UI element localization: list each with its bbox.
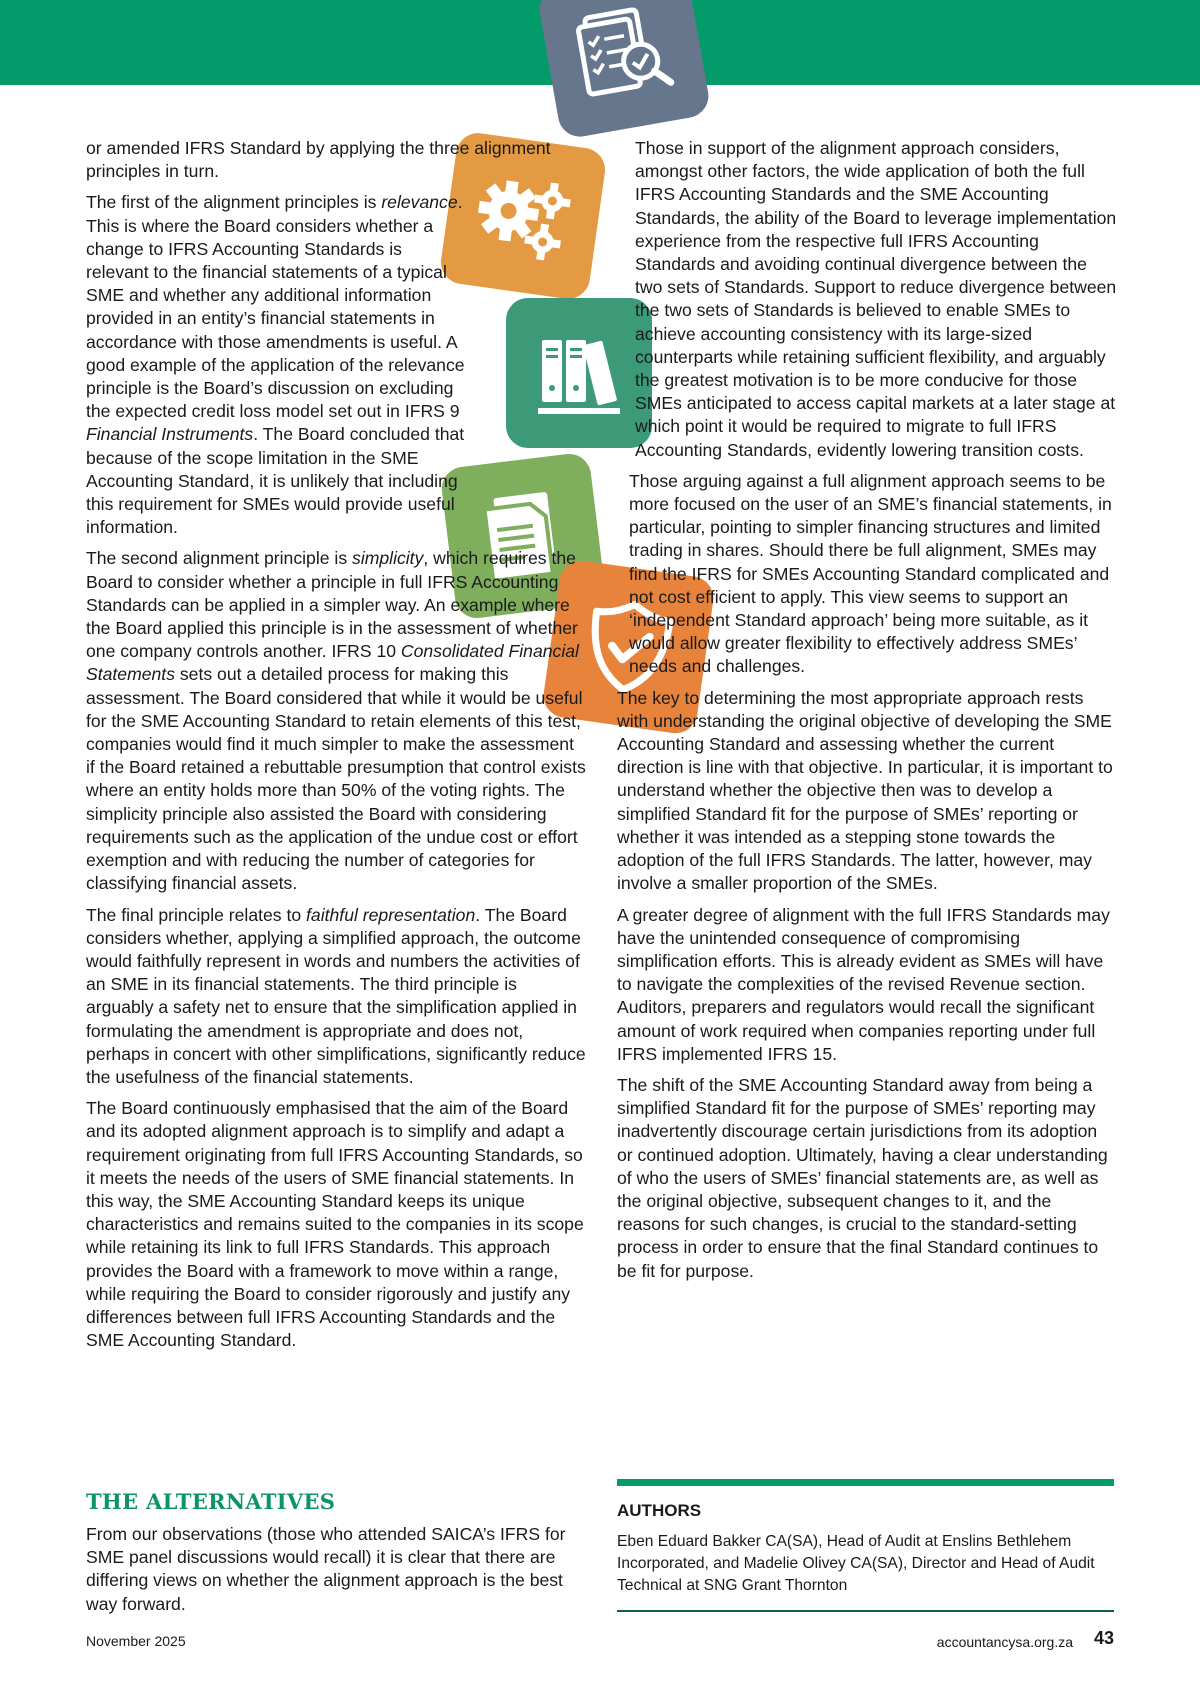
alternatives-paragraph: From our observations (those who attended SAICA’s IFRS for SME panel discussions would recall) it is clear that there are differing views on whether the alignment approach is the best way forward. bbox=[86, 1524, 566, 1614]
paragraph: The shift of the SME Accounting Standard away from being a simplified Standard fit for the purpose of SMEs’ reporting may inadvertently discourage certain jurisdictions from its adoption or continued adoption. Ultimately, having a clear understanding of who the users of SMEs’ financial statements are, as well as the original objective, subsequent changes to it, and the reasons for such changes, is crucial to the standard-setting process in order to ensure that the final Standard continues to be fit for purpose. bbox=[617, 1074, 1108, 1281]
faithful-representation-paragraph: The final principle relates to faithful representation. The Board considers whether, applying a simplified approach, the outcome would faithfully represent in words and numbers the activities of an SME in its financial statements. The third principle is arguably a safety net to ensure that the simplification applied in formulating the amendment is appropriate and does not, perhaps in concert with other simplifications, significantly reduce the usefulness of the financial statements. bbox=[86, 904, 586, 1087]
simplicity-paragraph: The second alignment principle is simplicity, which requires the Board to consider whether a principle in full IFRS Accounting Standards can be applied in a simpler way. An example where the Board applied this principle is in the assessment of whether one company controls another. IFRS 10 Consolidated Financial Statements sets out a detailed process for making this assessment. The Board considered that while it would be useful for the SME Accounting Standard to retain elements of this test, companies would find it much simpler to make the assessment if the Board retained a rebuttable presumption that control exists where an entity holds more than 50% of the voting rights. The simplicity principle also assisted the Board with considering requirements such as the application of the undue cost or effort exemption and with reducing the number of categories for classifying financial assets. bbox=[86, 548, 586, 894]
paragraph: Those arguing against a full alignment approach seems to be more focused on the user of an SME’s financial statements, in particular, pointing to simpler financing structures and limited trading in shares. Should there be full alignment, SMEs may find the IFRS for SMEs Accounting Standard complicated and not cost efficient to apply. This view seems to support an ‘independent Standard approach’ being more suitable, as it would allow greater flexibility to effectively address SMEs’ needs and challenges. bbox=[629, 470, 1112, 677]
paragraph: The key to determining the most appropriate approach rests with understanding the original objective of developing the SME Accounting Standard and assessing whether the current direction is line with that objective. In particular, it is important to understand whether the objective then was to develop a simplified Standard fit for the purpose of SMEs’ reporting or whether it was intended as a stepping stone towards the adoption of the full IFRS Standards. The latter, however, may involve a smaller proportion of the SMEs. bbox=[617, 687, 1113, 894]
paragraph: A greater degree of alignment with the full IFRS Standards may have the unintended consequence of compromising simplification efforts. This is already evident as SMEs will have to navigate the complexities of the revised Revenue section. Auditors, preparers and regulators would recall the significant amount of work required when companies reporting under full IFRS implemented IFRS 15. bbox=[617, 904, 1110, 1064]
authors-heading: AUTHORS bbox=[617, 1501, 702, 1520]
divider bbox=[617, 1479, 1114, 1486]
paragraph: Those in support of the alignment approach considers, amongst other factors, the wide application of both the full IFRS Accounting Standards and the SME Accounting Standards, the ability of the Board to leverage implementation experience from the respective full IFRS Accounting Standards and avoiding continual divergence between the two sets of Standards. Support to reduce divergence between the two sets of Standards is believed to enable SMEs to achieve accounting consistency with its large-sized counterparts while retaining sufficient flexibility, and arguably the greatest motivation is to be more conducive for those SMEs anticipated to access capital markets at a later stage at which point it would be required to migrate to full IFRS Accounting Standards, evidently lowering transition costs. bbox=[635, 138, 1117, 460]
section-heading: THE ALTERNATIVES bbox=[86, 1489, 336, 1514]
checklist-tile bbox=[536, 0, 712, 140]
checklist-document-icon bbox=[560, 0, 687, 117]
left-column bbox=[86, 137, 586, 1360]
authors-text: Eben Eduard Bakker CA(SA), Head of Audit at Enslins Bethlehem Incorporated, and Madelie Olivey CA(SA), Director and Head of Audit Technical at SNG Grant Thornton bbox=[617, 1533, 1095, 1594]
paragraph: The Board continuously emphasised that the aim of the Board and its adopted alignment approach is to simplify and adapt a requirement originating from full IFRS Accounting Standards, so it meets the needs of the users of SME financial statements. In this way, the SME Accounting Standard keeps its unique characteristics and remains suited to the companies in its scope while retaining its link to full IFRS Standards. This approach provides the Board with a framework to move within a range, while requiring the Board to consider rigorously and justify any differences between full IFRS Accounting Standards and the SME Accounting Standard. bbox=[86, 1098, 584, 1351]
divider bbox=[617, 1610, 1114, 1612]
page-number: 43 bbox=[1093, 1628, 1114, 1648]
issue-date: November 2025 bbox=[86, 1633, 186, 1649]
paragraph: or amended IFRS Standard by applying the three alignment principles in turn. bbox=[86, 138, 551, 182]
website-link[interactable]: accountancysa.org.za bbox=[936, 1634, 1073, 1650]
relevance-paragraph: The first of the alignment principles is relevance. This is where the Board considers whether a change to IFRS Accounting Standards is relevant to the financial statements of a typical SME and whether any additional information provided in an entity’s financial statements in accordance with those amendments is useful. A good example of the application of the relevance principle is the Board’s discussion on excluding the expected credit loss model set out in IFRS 9 Financial Instruments. The Board concluded that because of the scope limitation in the SME Accounting Standard, it is unlikely that including this requirement for SMEs would provide useful information. bbox=[86, 192, 465, 538]
right-column bbox=[617, 137, 1117, 1291]
